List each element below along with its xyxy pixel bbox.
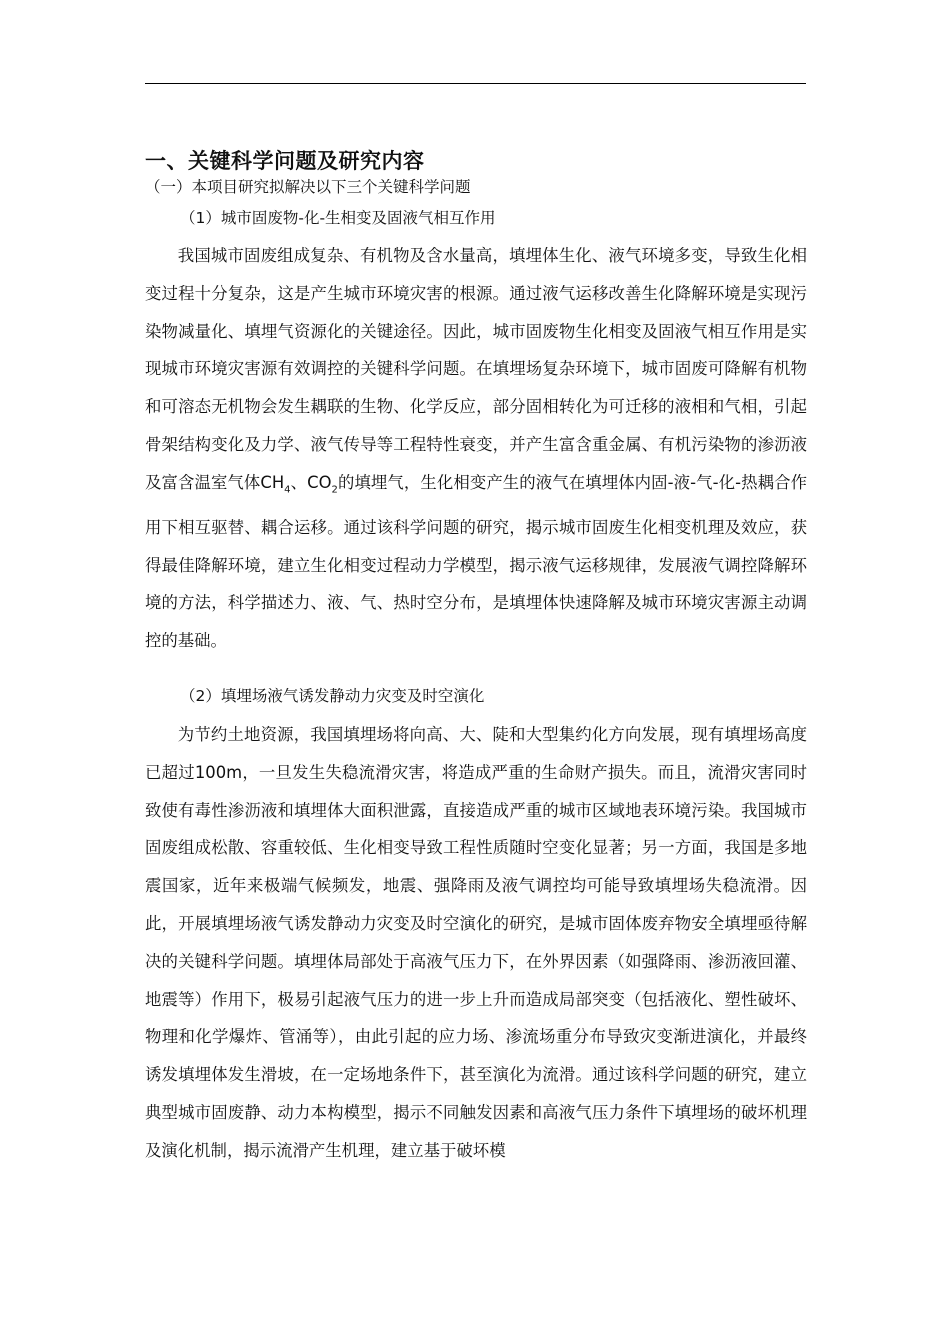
problem-1-paragraph <box>145 237 807 660</box>
paragraph-text: 我国城市固废组成复杂、有机物及含水量高，填埋体生化、液气环境多变，导致生化相变过程十分复杂，这是产生城市环境灾害的根源。通过液气运移改善生化降解环境是实现污染物减量化、填埋气资源化的关键途径。因此，城市固废物生化相变及固液气相互作用是实现城市环境灾害源有效调控的关键科学问题。在填埋场复杂环境下，城市固废可降解有机物和可溶态无机物会发生耦联的生物、化学反应，部分固相转化为可迁移的液相和气相，引起骨架结构变化及力学、液气传导等工程特性衰变，并产生富含重金属、有机污染物的渗沥液及富含温室气体CH <box>145 246 807 492</box>
paragraph-text: 的填埋气，生化相变产生的液气在填埋体内固-液-气-化-热耦合作用下相互驱替、耦合运移。通过该科学问题的研究，揭示城市固废生化相变机理及效应，获得最佳降解环境，建立生化相变过程动力学模型，揭示液气运移规律，发展液气调控降解环境的方法，科学描述力、液、气、热时空分布，是填埋体快速降解及城市环境灾害源主动调控的基础。 <box>145 472 807 651</box>
paragraph-text: 、CO <box>290 472 332 492</box>
subscript: 2 <box>331 484 338 496</box>
problem-2-paragraph: 为节约土地资源，我国填埋场将向高、大、陡和大型集约化方向发展，现有填埋场高度已超过100m，一旦发生失稳流滑灾害，将造成严重的生命财产损失。而且，流滑灾害同时致使有毒性渗沥液和填埋体大面积泄露，直接造成严重的城市区域地表环境污染。我国城市固废组成松散、容重较低、生化相变导致工程性质随时空变化显著；另一方面，我国是多地震国家，近年来极端气候频发，地震、强降雨及液气调控均可能导致填埋场失稳流滑。因此，开展填埋场液气诱发静动力灾变及时空演化的研究，是城市固体废弃物安全填埋亟待解决的关键科学问题。填埋体局部处于高液气压力下，在外界因素（如强降雨、渗沥液回灌、地震等）作用下，极易引起液气压力的进一步上升而造成局部突变（包括液化、塑性破坏、物理和化学爆炸、管涌等），由此引起的应力场、渗流场重分布导致灾变渐进演化，并最终诱发填埋体发生滑坡，在一定场地条件下，甚至演化为流滑。通过该科学问题的研究，建立典型城市固废静、动力本构模型，揭示不同触发因素和高液气压力条件下填埋场的破坏机理及演化机制，揭示流滑产生机理，建立基于破坏模 <box>145 725 807 1160</box>
subsection-heading: （一）本项目研究拟解决以下三个关键科学问题 <box>145 178 471 196</box>
section-heading: 一、关键科学问题及研究内容 <box>145 149 425 173</box>
header-rule <box>145 83 806 84</box>
problem-1-title: （1）城市固废物-化-生相变及固液气相互作用 <box>180 209 496 227</box>
subscript: 4 <box>284 484 291 496</box>
problem-2-title: （2）填埋场液气诱发静动力灾变及时空演化 <box>180 687 485 705</box>
